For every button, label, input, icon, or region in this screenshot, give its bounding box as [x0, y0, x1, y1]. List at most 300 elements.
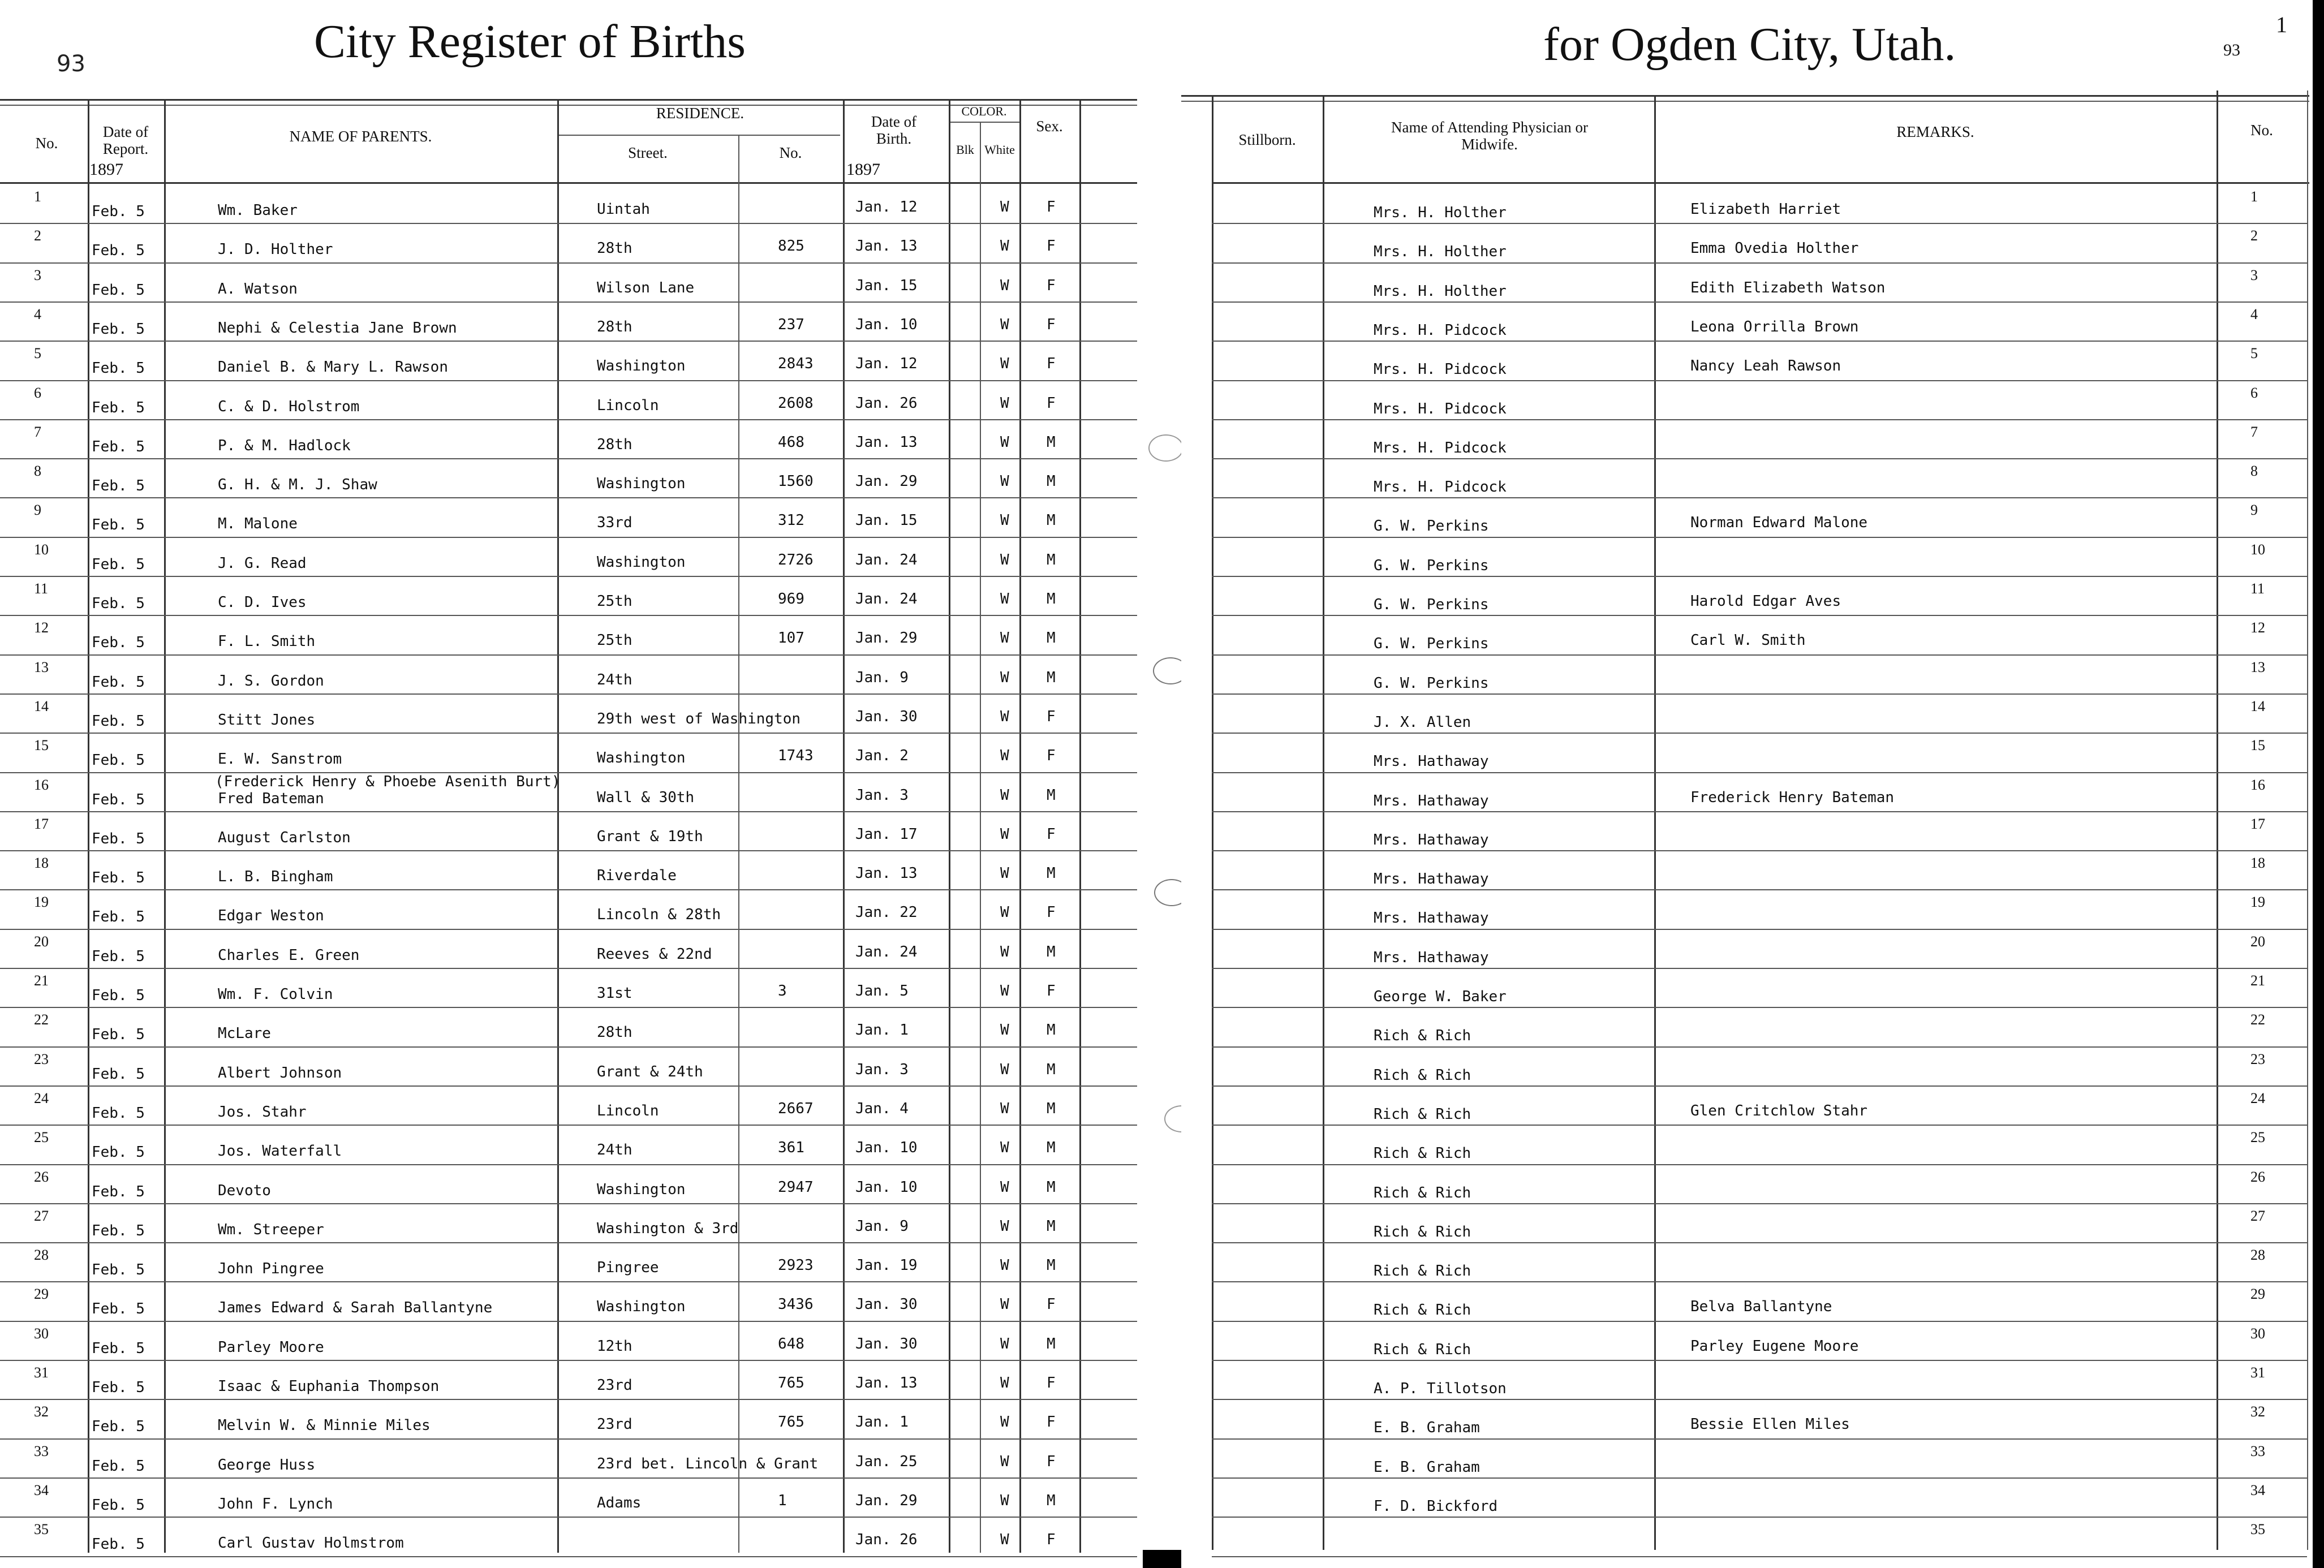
row-rule — [0, 929, 1137, 930]
corner-mark: 1 — [2276, 12, 2287, 37]
parents-name: John Pingree — [218, 1260, 324, 1278]
report-date: Feb. 5 — [92, 1065, 145, 1083]
entry-number: 27 — [34, 1207, 49, 1224]
color-white: W — [1000, 1217, 1009, 1235]
entry-number-right: 29 — [2250, 1286, 2265, 1303]
header-street: Street. — [628, 144, 668, 161]
birth-date: Jan. 13 — [855, 1375, 918, 1392]
row-rule — [0, 1007, 1137, 1008]
attending-physician: Mrs. H. Pidcock — [1374, 439, 1507, 456]
row-rule — [1212, 1085, 2307, 1087]
parents-name: J. S. Gordon — [218, 672, 324, 690]
sex: M — [1047, 591, 1056, 608]
binder-hole — [1148, 434, 1183, 462]
report-date: Feb. 5 — [92, 712, 145, 730]
attending-physician: Mrs. H. Holther — [1374, 204, 1507, 221]
birth-date: Jan. 5 — [855, 983, 909, 1000]
sex: M — [1047, 1139, 1056, 1157]
attending-physician: Rich & Rich — [1374, 1145, 1471, 1162]
entry-number: 19 — [34, 894, 49, 911]
report-date: Feb. 5 — [92, 908, 145, 926]
col-divider-house — [843, 99, 845, 1553]
entry-number: 30 — [34, 1325, 49, 1342]
row-rule — [1212, 615, 2307, 616]
right-page-number: 93 — [2223, 41, 2240, 59]
report-date: Feb. 5 — [92, 516, 145, 534]
header-house-no: No. — [779, 144, 802, 161]
residence-street: 33rd — [597, 514, 632, 532]
row-rule — [1212, 1242, 2307, 1243]
remarks: Belva Ballantyne — [1690, 1298, 1832, 1316]
birth-date: Jan. 13 — [855, 433, 918, 451]
report-date: Feb. 5 — [92, 791, 145, 808]
row-rule — [1212, 1164, 2307, 1165]
col-divider-report — [164, 99, 166, 1553]
entry-number-right: 34 — [2250, 1481, 2265, 1498]
residence-street: Washington — [597, 475, 686, 493]
entry-number-right: 9 — [2250, 502, 2258, 519]
entry-number: 17 — [34, 815, 49, 832]
birth-date: Jan. 12 — [855, 355, 918, 373]
header-name-of-parents: NAME OF PARENTS. — [289, 128, 432, 145]
row-rule — [1212, 497, 2307, 498]
report-date: Feb. 5 — [92, 399, 145, 416]
color-white: W — [1000, 708, 1009, 725]
attending-physician: G. W. Perkins — [1374, 596, 1489, 613]
row-rule — [0, 1321, 1137, 1322]
entry-number-right: 19 — [2250, 894, 2265, 911]
entry-number: 22 — [34, 1011, 49, 1028]
entry-number: 24 — [34, 1089, 49, 1106]
row-rule — [0, 1360, 1137, 1361]
entry-number-right: 14 — [2250, 697, 2265, 714]
residence-house-number: 3436 — [778, 1296, 814, 1313]
col-divider-birth — [949, 99, 950, 1553]
sex: M — [1047, 1178, 1056, 1196]
sex: F — [1047, 199, 1056, 216]
header-color: COLOR. — [961, 104, 1007, 118]
row-rule — [1212, 1517, 2307, 1518]
sex: M — [1047, 1217, 1056, 1235]
sex: F — [1047, 394, 1056, 412]
parents-name: McLare — [218, 1025, 271, 1043]
sex: F — [1047, 747, 1056, 765]
col-divider-blk — [980, 122, 981, 1553]
attending-physician: Rich & Rich — [1374, 1105, 1471, 1123]
sex: F — [1047, 355, 1056, 373]
header-date-of-birth: Date of Birth. — [871, 113, 917, 147]
entry-number: 21 — [34, 972, 49, 989]
row-rule — [1212, 1203, 2307, 1204]
row-rule — [0, 654, 1137, 656]
residence-house-number: 1 — [778, 1492, 787, 1509]
attending-physician: Rich & Rich — [1374, 1184, 1471, 1201]
color-white: W — [1000, 394, 1009, 412]
residence-street: 28th — [597, 318, 632, 335]
row-rule — [0, 850, 1137, 851]
residence-street: Grant & 24th — [597, 1063, 703, 1080]
parents-name: Charles E. Green — [218, 946, 360, 964]
attending-physician: G. W. Perkins — [1374, 635, 1489, 653]
report-date: Feb. 5 — [92, 1457, 145, 1475]
entry-number-right: 25 — [2250, 1129, 2265, 1146]
header-top-rule — [0, 99, 1137, 101]
birth-date: Jan. 30 — [855, 708, 918, 725]
attending-physician: Mrs. H. Pidcock — [1374, 321, 1507, 339]
margin-page-number: 93 — [57, 51, 85, 77]
entry-number: 3 — [34, 266, 41, 283]
birth-date: Jan. 9 — [855, 1217, 909, 1235]
report-date: Feb. 5 — [92, 320, 145, 338]
parents-name: Melvin W. & Minnie Miles — [218, 1417, 431, 1435]
parents-name: Fred Bateman — [218, 790, 324, 807]
attending-physician: G. W. Perkins — [1374, 674, 1489, 692]
entry-number: 8 — [34, 463, 41, 480]
header-no-right: No. — [2250, 122, 2273, 139]
row-rule — [1212, 1281, 2307, 1282]
report-date: Feb. 5 — [92, 555, 145, 573]
residence-house-number: 765 — [778, 1375, 804, 1392]
entry-number: 13 — [34, 658, 49, 675]
remarks: Frederick Henry Bateman — [1690, 789, 1895, 806]
parents-name: Carl Gustav Holmstrom — [218, 1535, 404, 1552]
residence-house-number: 2947 — [778, 1178, 814, 1196]
row-rule — [1212, 458, 2307, 459]
entry-number-right: 11 — [2250, 580, 2265, 597]
attending-physician: Mrs. H. Holther — [1374, 243, 1507, 261]
birth-date: Jan. 10 — [855, 1178, 918, 1196]
attending-physician: Mrs. Hathaway — [1374, 949, 1489, 966]
report-date: Feb. 5 — [92, 1183, 145, 1200]
color-white: W — [1000, 238, 1009, 255]
report-date: Feb. 5 — [92, 869, 145, 887]
parents-name: J. G. Read — [218, 554, 307, 572]
birth-date: Jan. 10 — [855, 1139, 918, 1157]
report-date: Feb. 5 — [92, 634, 145, 652]
sex: M — [1047, 1335, 1056, 1352]
color-white: W — [1000, 591, 1009, 608]
residence-house-number: 3 — [778, 983, 787, 1000]
report-date: Feb. 5 — [92, 1536, 145, 1553]
header-birth-year: 1897 — [846, 160, 880, 179]
sex: M — [1047, 786, 1056, 804]
birth-date: Jan. 13 — [855, 238, 918, 255]
sex: F — [1047, 277, 1056, 294]
parents-name: John F. Lynch — [218, 1495, 333, 1513]
parents-name: Devoto — [218, 1182, 271, 1199]
entry-number: 25 — [34, 1129, 49, 1146]
residence-street: 25th — [597, 632, 632, 649]
row-rule — [1212, 1360, 2307, 1361]
sex: M — [1047, 669, 1056, 686]
color-white: W — [1000, 865, 1009, 882]
attending-physician: G. W. Perkins — [1374, 518, 1489, 535]
parents-name: Daniel B. & Mary L. Rawson — [218, 359, 448, 376]
row-rule — [1212, 419, 2307, 420]
right-register-page — [1181, 0, 2313, 1568]
parents-name: M. Malone — [218, 515, 298, 533]
row-rule — [0, 1125, 1137, 1126]
attending-physician: Mrs. H. Pidcock — [1374, 361, 1507, 378]
row-rule — [0, 419, 1137, 420]
attending-physician: Mrs. Hathaway — [1374, 753, 1489, 770]
residence-house-number: 825 — [778, 238, 804, 255]
row-rule — [1212, 223, 2307, 224]
col-divider-white — [1019, 99, 1021, 1553]
row-rule — [0, 497, 1137, 498]
entry-number: 26 — [34, 1168, 49, 1185]
birth-date: Jan. 19 — [855, 1257, 918, 1274]
color-white: W — [1000, 433, 1009, 451]
sex: M — [1047, 551, 1056, 568]
sex: M — [1047, 433, 1056, 451]
entry-number-right: 27 — [2250, 1207, 2265, 1224]
entry-number: 15 — [34, 737, 49, 754]
parents-name: Albert Johnson — [218, 1064, 342, 1082]
birth-date: Jan. 17 — [855, 825, 918, 843]
report-date: Feb. 5 — [92, 1418, 145, 1436]
row-rule — [0, 693, 1137, 695]
residence-street: Grant & 19th — [597, 828, 703, 845]
row-rule — [0, 458, 1137, 459]
left-register-page — [0, 0, 1143, 1568]
report-date: Feb. 5 — [92, 438, 145, 455]
residence-street: Washington — [597, 1298, 686, 1316]
residence-house-number: 2667 — [778, 1100, 814, 1117]
residence-street: Washington — [597, 749, 686, 767]
remarks: Parley Eugene Moore — [1690, 1337, 1859, 1355]
birth-date: Jan. 12 — [855, 199, 918, 216]
report-date: Feb. 5 — [92, 595, 145, 612]
entry-number-right: 13 — [2250, 658, 2265, 675]
color-white: W — [1000, 473, 1009, 490]
row-rule — [0, 1438, 1137, 1440]
entry-number-right: 8 — [2250, 463, 2258, 480]
color-white: W — [1000, 943, 1009, 960]
report-date: Feb. 5 — [92, 242, 145, 260]
entry-number-right: 31 — [2250, 1364, 2265, 1381]
residence-house-number: 1560 — [778, 473, 814, 490]
entry-number: 9 — [34, 502, 41, 519]
remarks: Emma Ovedia Holther — [1690, 240, 1859, 257]
attending-physician: Mrs. H. Pidcock — [1374, 479, 1507, 496]
row-rule — [1212, 733, 2307, 734]
birth-date: Jan. 29 — [855, 1492, 918, 1509]
report-date: Feb. 5 — [92, 1261, 145, 1279]
residence-house-number: 648 — [778, 1335, 804, 1352]
row-rule — [0, 1085, 1137, 1087]
header-physician: Name of Attending Physician or Midwife. — [1391, 119, 1588, 153]
birth-date: Jan. 30 — [855, 1296, 918, 1313]
entry-number-right: 33 — [2250, 1442, 2265, 1459]
row-rule — [1212, 1321, 2307, 1322]
row-rule — [0, 772, 1137, 773]
parents-name: Edgar Weston — [218, 907, 324, 925]
residence-street: 28th — [597, 436, 632, 453]
color-white: W — [1000, 199, 1009, 216]
sex: F — [1047, 904, 1056, 921]
birth-date: Jan. 24 — [855, 551, 918, 568]
entry-number: 11 — [34, 580, 49, 597]
header-date-of-report: Date of Report. — [102, 123, 149, 157]
remarks: Harold Edgar Aves — [1690, 593, 1841, 610]
row-rule — [0, 380, 1137, 381]
entry-number: 31 — [34, 1364, 49, 1381]
header-remarks: REMARKS. — [1896, 123, 1974, 140]
report-date: Feb. 5 — [92, 1300, 145, 1318]
attending-physician: Rich & Rich — [1374, 1341, 1471, 1358]
parents-name: Nephi & Celestia Jane Brown — [218, 319, 457, 337]
row-rule — [0, 1399, 1137, 1400]
residence-house-number: 2726 — [778, 551, 814, 568]
entry-number: 2 — [34, 227, 41, 244]
color-white: W — [1000, 747, 1009, 765]
header-residence: RESIDENCE. — [656, 105, 744, 122]
birth-date: Jan. 4 — [855, 1100, 909, 1117]
entry-number: 34 — [34, 1481, 49, 1498]
sex: M — [1047, 473, 1056, 490]
entry-number: 1 — [34, 188, 41, 205]
attending-physician: E. B. Graham — [1374, 1419, 1480, 1437]
residence-street: Adams — [597, 1494, 642, 1511]
entry-number: 14 — [34, 697, 49, 714]
residence-house-number: 468 — [778, 433, 804, 451]
birth-date: Jan. 29 — [855, 630, 918, 647]
residence-street: Washington — [597, 357, 686, 375]
row-rule — [1212, 693, 2307, 695]
entry-number: 23 — [34, 1050, 49, 1067]
row-rule — [1212, 968, 2307, 969]
entry-number: 5 — [34, 345, 41, 362]
attending-physician: Rich & Rich — [1374, 1263, 1471, 1280]
row-rule — [1212, 1399, 2307, 1400]
birth-date: Jan. 26 — [855, 1531, 918, 1549]
residence-street: 23rd — [597, 1416, 632, 1433]
row-rule — [0, 1477, 1137, 1479]
row-rule — [0, 1203, 1137, 1204]
residence-street: Lincoln & 28th — [597, 906, 721, 924]
birth-date: Jan. 1 — [855, 1022, 909, 1039]
header-blk: Blk — [956, 143, 974, 157]
entry-number-right: 16 — [2250, 776, 2265, 793]
sex: F — [1047, 238, 1056, 255]
sex: F — [1047, 1375, 1056, 1392]
entry-number-right: 1 — [2250, 188, 2258, 205]
entry-number-right: 24 — [2250, 1089, 2265, 1106]
remarks: Carl W. Smith — [1690, 632, 1806, 649]
row-rule — [1212, 262, 2307, 264]
attending-physician: G. W. Perkins — [1374, 557, 1489, 574]
residence-street: Wilson Lane — [597, 279, 695, 296]
entry-number: 28 — [34, 1247, 49, 1264]
header-bottom-rule — [0, 182, 1137, 184]
sex: F — [1047, 983, 1056, 1000]
color-white: W — [1000, 1139, 1009, 1157]
parents-name: George Huss — [218, 1456, 316, 1474]
entry-number-right: 21 — [2250, 972, 2265, 989]
residence-street: 12th — [597, 1337, 632, 1355]
entry-number-right: 22 — [2250, 1011, 2265, 1028]
color-white: W — [1000, 1296, 1009, 1313]
report-date: Feb. 5 — [92, 830, 145, 847]
report-date: Feb. 5 — [92, 360, 145, 377]
residence-street: Uintah — [597, 201, 650, 218]
residence-street: 28th — [597, 1024, 632, 1041]
color-white: W — [1000, 1335, 1009, 1352]
entry-number-right: 17 — [2250, 815, 2265, 832]
entry-number-right: 10 — [2250, 541, 2265, 558]
row-rule — [1212, 1438, 2307, 1440]
row-rule — [0, 615, 1137, 616]
sex: M — [1047, 1061, 1056, 1078]
report-date: Feb. 5 — [92, 1222, 145, 1239]
report-date: Feb. 5 — [92, 1339, 145, 1357]
residence-house-number: 969 — [778, 591, 804, 608]
row-rule — [0, 968, 1137, 969]
row-rule — [0, 341, 1137, 342]
parents-name: C. & D. Holstrom — [218, 398, 360, 415]
birth-date: Jan. 15 — [855, 277, 918, 294]
birth-date: Jan. 3 — [855, 786, 909, 804]
report-date: Feb. 5 — [92, 281, 145, 299]
row-rule — [1212, 811, 2307, 812]
report-date: Feb. 5 — [92, 1496, 145, 1514]
row-rule — [1212, 1125, 2307, 1126]
attending-physician: Mrs. Hathaway — [1374, 871, 1489, 888]
color-white: W — [1000, 355, 1009, 373]
report-date: Feb. 5 — [92, 947, 145, 965]
row-rule — [1212, 889, 2307, 890]
row-rule — [0, 733, 1137, 734]
residence-house-number: 312 — [778, 512, 804, 529]
parents-name: Jos. Stahr — [218, 1103, 307, 1121]
row-rule — [0, 1556, 1137, 1557]
residence-street: Riverdale — [597, 867, 677, 885]
row-rule — [1212, 772, 2307, 773]
entry-number-right: 35 — [2250, 1521, 2265, 1538]
header-top-rule-2 — [1181, 101, 2309, 102]
row-rule — [0, 1164, 1137, 1165]
report-date: Feb. 5 — [92, 1144, 145, 1161]
remarks: Leona Orrilla Brown — [1690, 318, 1859, 335]
row-rule — [0, 1046, 1137, 1048]
color-white: W — [1000, 1414, 1009, 1431]
entry-number: 33 — [34, 1442, 49, 1459]
entry-number-right: 12 — [2250, 619, 2265, 636]
entry-number: 12 — [34, 619, 49, 636]
color-white: W — [1000, 1100, 1009, 1117]
attending-physician: Mrs. H. Holther — [1374, 282, 1507, 300]
attending-physician: Rich & Rich — [1374, 1066, 1471, 1084]
sex: M — [1047, 943, 1056, 960]
residence-street: 31st — [597, 985, 632, 1002]
entry-number-right: 6 — [2250, 384, 2258, 401]
birth-date: Jan. 25 — [855, 1453, 918, 1470]
entry-number-right: 26 — [2250, 1168, 2265, 1185]
col-divider-parents — [557, 99, 559, 1553]
sex: F — [1047, 316, 1056, 333]
color-white: W — [1000, 630, 1009, 647]
col-divider-right-edge — [2307, 91, 2308, 1550]
entry-number: 4 — [34, 305, 41, 322]
sex: F — [1047, 825, 1056, 843]
row-rule — [1212, 341, 2307, 342]
color-white: W — [1000, 904, 1009, 921]
sex: M — [1047, 512, 1056, 529]
sex: M — [1047, 1100, 1056, 1117]
report-date: Feb. 5 — [92, 203, 145, 220]
sex: M — [1047, 630, 1056, 647]
